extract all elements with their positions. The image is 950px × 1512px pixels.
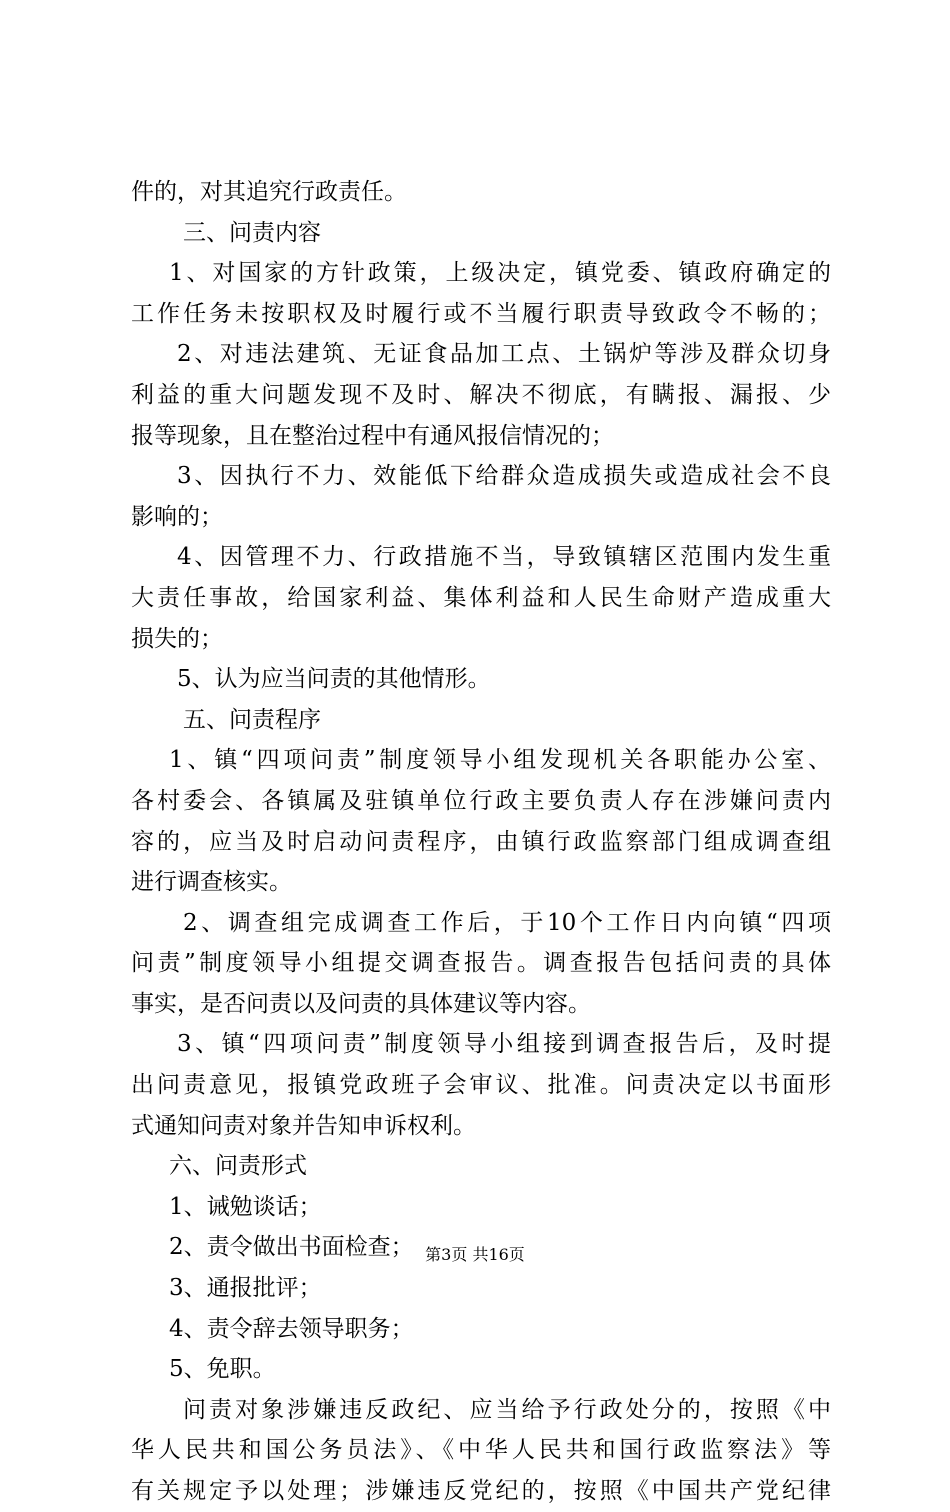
text-line: 件的，对其追究行政责任。	[131, 179, 407, 205]
page-number-footer: 第3页 共16页	[425, 1245, 525, 1264]
section-heading: 三、问责内容	[183, 219, 321, 246]
text-line: 1、镇“四项问责”制度领导小组发现机关各职能办公室、	[169, 747, 831, 774]
text-line: 2、调查组完成调查工作后，于10个工作日内向镇“四项	[183, 909, 831, 936]
text-line: 影响的；	[131, 503, 223, 530]
text-line: 损失的；	[131, 625, 223, 652]
text-line: 出问责意见，报镇党政班子会审议、批准。问责决定以书面形	[131, 1072, 831, 1099]
text-line: 大责任事故，给国家利益、集体利益和人民生命财产造成重大	[131, 584, 831, 611]
list-item: 4、责令辞去领导职务；	[169, 1315, 414, 1342]
text-line: 各村委会、各镇属及驻镇单位行政主要负责人存在涉嫌问责内	[131, 787, 831, 814]
section-heading: 六、问责形式	[169, 1153, 307, 1180]
list-item: 5、免职。	[169, 1356, 276, 1383]
section-heading: 五、问责程序	[183, 706, 321, 733]
text-line: 华人民共和国公务员法》、《中华人民共和国行政监察法》等	[131, 1437, 831, 1464]
list-item: 1、诫勉谈话；	[169, 1193, 322, 1220]
list-item: 3、通报批评；	[169, 1275, 322, 1302]
text-line: 4、因管理不力、行政措施不当，导致镇辖区范围内发生重	[177, 544, 831, 571]
text-line: 1、对国家的方针政策，上级决定，镇党委、镇政府确定的	[169, 260, 831, 287]
text-line: 问责”制度领导小组提交调查报告。调查报告包括问责的具体	[131, 950, 831, 977]
text-line: 5、认为应当问责的其他情形。	[177, 666, 491, 693]
text-line: 容的，应当及时启动问责程序，由镇行政监察部门组成调查组	[131, 828, 831, 855]
text-line: 3、镇“四项问责”制度领导小组接到调查报告后，及时提	[177, 1031, 831, 1058]
text-line: 有关规定予以处理；涉嫌违反党纪的，按照《中国共产党纪律	[131, 1478, 831, 1504]
text-line: 工作任务未按职权及时履行或不当履行职责导致政令不畅的；	[131, 300, 831, 327]
list-item: 2、责令做出书面检查；	[169, 1234, 414, 1261]
text-line: 报等现象，且在整治过程中有通风报信情况的；	[131, 422, 614, 449]
text-line: 问责对象涉嫌违反政纪、应当给予行政处分的，按照《中	[183, 1396, 831, 1423]
text-line: 事实，是否问责以及问责的具体建议等内容。	[131, 990, 591, 1017]
text-line: 利益的重大问题发现不及时、解决不彻底，有瞒报、漏报、少	[131, 381, 831, 408]
text-line: 3、因执行不力、效能低下给群众造成损失或造成社会不良	[177, 463, 831, 490]
text-line: 进行调查核实。	[131, 869, 292, 896]
text-line: 式通知问责对象并告知申诉权利。	[131, 1112, 476, 1139]
text-line: 2、对违法建筑、无证食品加工点、土锅炉等涉及群众切身	[177, 341, 831, 368]
document-body	[131, 172, 831, 1512]
